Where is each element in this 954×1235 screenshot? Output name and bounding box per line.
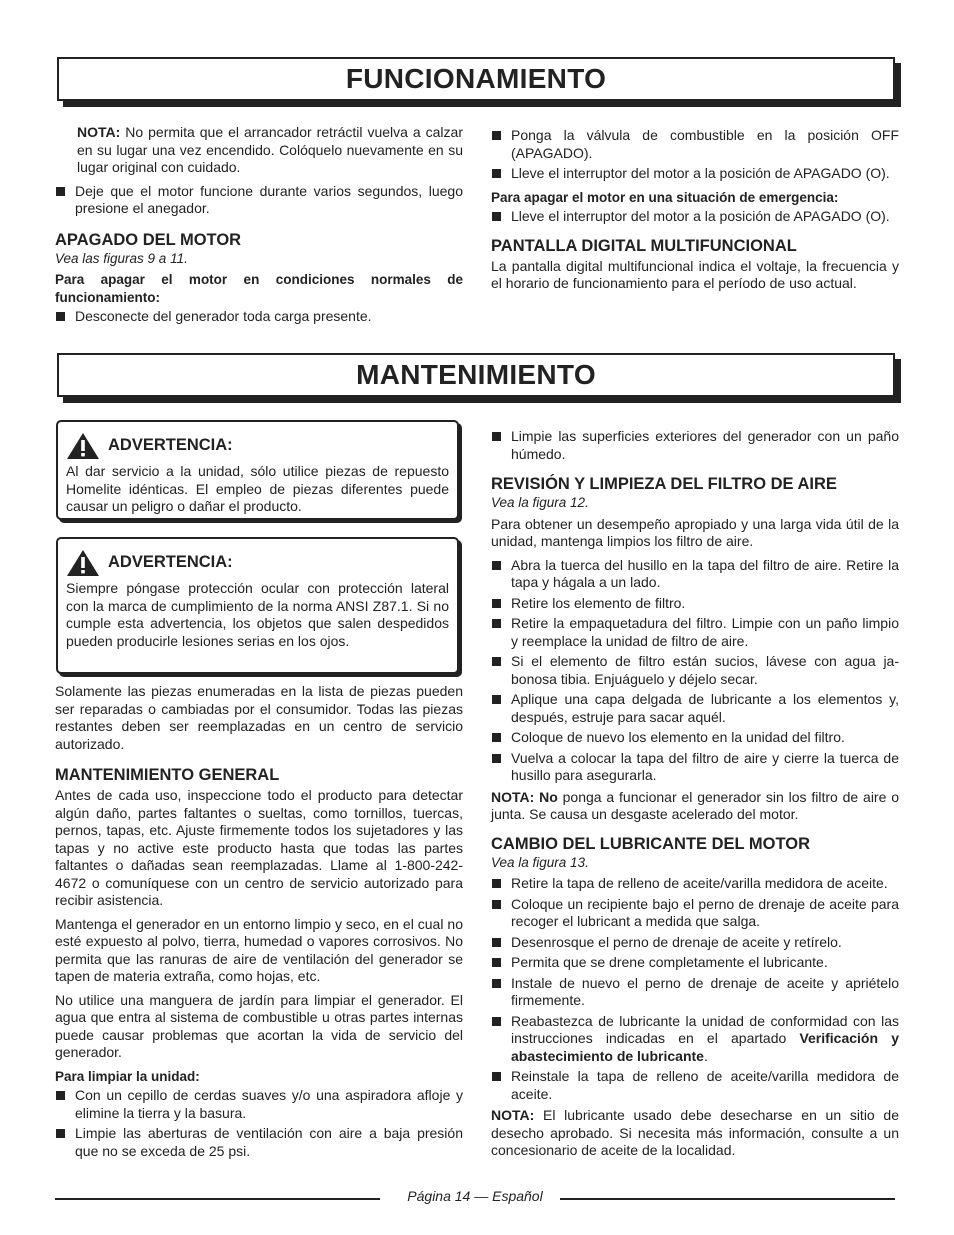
warning-title-row (66, 549, 449, 577)
func-right-column (491, 127, 899, 299)
list-item: Retire la tapa de relleno de aceite/varilla medidora de aceite. (491, 875, 899, 893)
section-heading: REVISIÓN Y LIMPIEZA DEL FILTRO DE AIRE (491, 475, 837, 493)
warning-text: Siempre póngase protección ocular con protección lateral con la marca de cumplimiento de la norma ANSI Z87.1. Si no cumple esta advertencia, los objetos que salen despedidos pueden producirle lesiones serias en los ojos. (66, 580, 449, 649)
warning-title: ADVERTENCIA: (108, 436, 233, 455)
paragraph: No utilice una manguera de jardín para limpiar el generador. El agua que entra al sistema de combustible u otras partes internas puede causar problemas que acortan la vida de servicio del generador. (55, 991, 463, 1060)
list-item: Retire los elemento de filtro. (491, 595, 899, 613)
nota-text: ponga a funcionar el generador sin los filtro de aire o junta. Se causa un desgaste acelerado del motor. (491, 788, 900, 822)
nota-label: NOTA: (491, 1107, 535, 1123)
nota-text: No permita que el arrancador retráctil vuelva a calzar en su lugar una vez encendido. Colóquelo nuevamente en su lugar original con cuidado. (77, 124, 463, 175)
nota-paragraph (55, 124, 463, 177)
list-item: Ponga la válvula de combustible en la posición OFF (APAGADO). (491, 127, 899, 162)
nota-paragraph (491, 789, 899, 824)
section-title: FUNCIONAMIENTO (345, 63, 607, 94)
intro-paragraph: Solamente las piezas enumeradas en la lista de piezas pueden ser reparadas o cambiadas por el consumidor. Todas las piezas restantes deben ser reemplazadas en un centro de servicio autorizado. (55, 683, 463, 752)
list-item: Vuelva a colocar la tapa del filtro de aire y cierre la tuerca de husillo para asegurarla. (491, 750, 899, 785)
warning-text: Al dar servicio a la unidad, sólo utilice piezas de repuesto Homelite idénticas. El empleo de piezas diferentes puede causar un peligro o dañar el producto. (66, 463, 449, 514)
section-heading: APAGADO DEL MOTOR (55, 230, 242, 249)
section-banner-mantenimiento (57, 353, 895, 397)
list-item: Deje que el motor funcione durante varios segundos, luego presione el anegador. (55, 183, 463, 218)
list-item-text: Reabastezca de lubricante la unidad de conformidad con las instrucciones indicadas en el apartado (511, 1012, 899, 1046)
bullet-list (491, 875, 899, 1103)
list-item-end: . (703, 1047, 708, 1064)
nota-label: NOTA: (77, 124, 121, 140)
section-banner-funcionamiento (57, 57, 895, 101)
list-item: Con un cepillo de cerdas suaves y/o una aspiradora afloje y elimine la tierra y la basura. (55, 1087, 463, 1122)
condition-label: Para apagar el motor en condiciones normales de funcionamiento: (55, 272, 463, 305)
emergency-label: Para apagar el motor en una situación de emergencia: (491, 189, 839, 205)
list-item: Lleve el interruptor del motor a la posición de APAGADO (O). (491, 208, 899, 226)
paragraph: Antes de cada uso, inspeccione todo el producto para detectar algún daño, partes faltantes o sueltas, como tornillos, tuercas, pernos, tapas, etc. Ajuste firmemente todos los sujetadores y las tapas y no active este producto hasta que todas las partes faltantes o dañadas sean reemplazadas. Llame al 1-800-242-4672 o comuníquese con un centro de servicio autorizado para recibir asistencia. (55, 787, 463, 908)
nota-paragraph (491, 1107, 899, 1160)
paragraph: Mantenga el generador en un entorno limpio y seco, en el cual no esté expuesto al polvo, tierra, humedad o vapores corrosivos. No permita que las ranuras de aire de ventilación del generador se tapen de materia extraña, como hojas, etc. (55, 915, 463, 984)
list-item: Desenrosque el perno de drenaje de aceite y retírelo. (491, 934, 899, 952)
section-title: MANTENIMIENTO (356, 359, 596, 390)
section-heading: PANTALLA DIGITAL MULTIFUNCIONAL (491, 236, 797, 255)
bullet-list (491, 127, 899, 183)
list-item: Instale de nuevo el perno de drenaje de aceite y apriételo firmemente. (491, 975, 899, 1010)
mant-left-column (55, 683, 463, 1164)
list-item: Coloque un recipiente bajo el perno de drenaje de aceite para recoger el lubricant a medida que salga. (491, 896, 899, 931)
warning-box (56, 420, 459, 520)
list-item: Si el elemento de filtro están sucios, lávese con agua ja-bonosa tibia. Enjuáguelo y déjelo secar. (491, 653, 899, 688)
paragraph: La pantalla digital multifuncional indica el voltaje, la frecuencia y el horario de funcionamiento para el período de uso actual. (491, 257, 899, 291)
list-item: Limpie las superficies exteriores del generador con un paño húmedo. (491, 428, 899, 463)
list-item: Permita que se drene completamente el lubricante. (491, 954, 899, 972)
list-item: Coloque de nuevo los elemento en la unidad del filtro. (491, 729, 899, 747)
list-item: Limpie las aberturas de ventilación con aire a baja presión que no se exceda de 25 psi. (55, 1125, 463, 1160)
list-item: Retire la empaquetadura del filtro. Limpie con un paño limpio y reemplace la unidad de filtro de aire. (491, 615, 899, 650)
page-number: Página 14 — Español (399, 1188, 550, 1204)
list-item (491, 1013, 899, 1066)
section-heading: CAMBIO DEL LUBRICANTE DEL MOTOR (491, 834, 811, 853)
figure-reference: Vea la figura 12. (491, 495, 589, 510)
list-item: Lleve el interruptor del motor a la posición de APAGADO (O). (491, 165, 899, 183)
bullet-list (491, 428, 899, 463)
cross-reference: Verificación y abastecimiento de lubricante (511, 1030, 899, 1064)
figure-reference: Vea las figuras 9 a 11. (55, 250, 188, 266)
figure-reference: Vea la figura 13. (491, 854, 589, 870)
cleaning-label: Para limpiar la unidad: (55, 1068, 200, 1084)
footer-text-wrap (55, 1188, 895, 1206)
list-item: Aplique una capa delgada de lubricante a los elementos y, después, estruje para sacar aquél. (491, 691, 899, 726)
warning-triangle-icon (66, 549, 100, 577)
func-left-column (55, 124, 463, 330)
section-heading: MANTENIMIENTO GENERAL (55, 766, 280, 784)
list-item: Reinstale la tapa de relleno de aceite/varilla medidora de aceite. (491, 1068, 899, 1103)
list-item: Desconecte del generador toda carga presente. (55, 308, 463, 326)
bullet-list (491, 557, 899, 785)
bullet-list (491, 208, 899, 226)
warning-title-row (66, 432, 449, 460)
warning-box (56, 537, 459, 674)
paragraph: Para obtener un desempeño apropiado y una larga vida útil de la unidad, mantenga limpios los filtro de aire. (491, 515, 899, 549)
page-footer (55, 1188, 895, 1208)
nota-text: El lubricante usado debe desecharse en un sitio de desecho aprobado. Si necesita más información, consulte a un concesionario de aceite de la localidad. (491, 1107, 899, 1158)
warning-title: ADVERTENCIA: (108, 553, 233, 572)
bullet-list (55, 183, 463, 218)
nota-label: NOTA: No (491, 788, 558, 805)
bullet-list (55, 1087, 463, 1160)
list-item: Abra la tuerca del husillo en la tapa del filtro de aire. Retire la tapa y hágala a un lado. (491, 557, 899, 592)
bullet-list (55, 308, 463, 326)
mant-right-column (491, 428, 899, 1166)
warning-triangle-icon (66, 432, 100, 460)
